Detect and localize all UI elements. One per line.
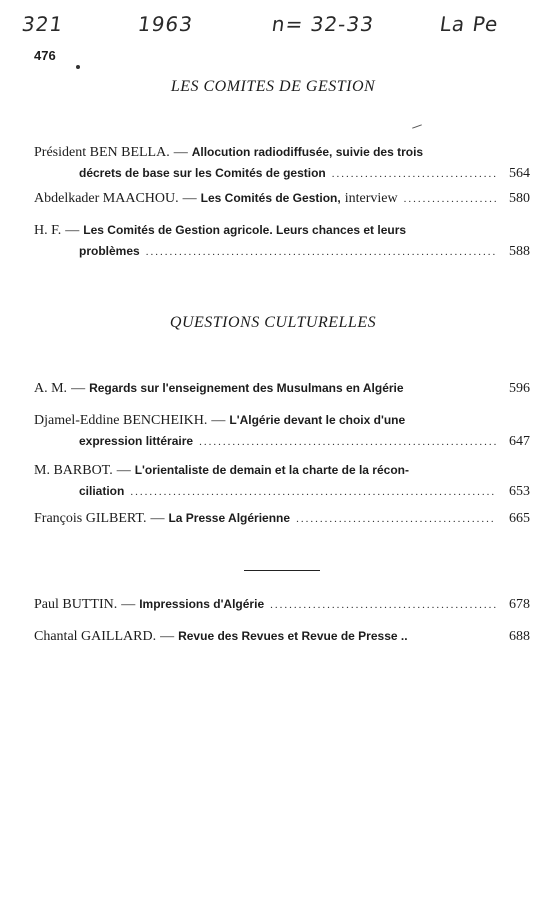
entry-title: Les Comités de Gestion agricole. Leurs chances et leurs <box>83 223 407 237</box>
entry-author: A. M. <box>34 381 68 396</box>
entry-author: François GILBERT. <box>34 511 147 526</box>
dot-leader <box>404 189 496 209</box>
ink-dot <box>76 65 80 69</box>
entry-title: Allocution radiodiffusée, suivie des trois <box>191 145 424 159</box>
pen-mark <box>412 124 422 128</box>
entry-title: La Presse Algérienne <box>168 511 291 525</box>
section-title-gestion: LES COMITES DE GESTION <box>170 78 376 95</box>
entry-author: M. BARBOT. <box>34 463 113 478</box>
toc-entry-ben-bella <box>34 142 530 184</box>
toc-entry-am <box>34 378 530 399</box>
toc-entry-barbot <box>34 460 530 502</box>
entry-dash: — <box>173 145 188 160</box>
entry-page: 665 <box>509 511 530 526</box>
entry-title-continued: problèmes <box>79 244 140 258</box>
entry-page: 678 <box>509 597 530 612</box>
entry-title: L'Algérie devant le choix d'une <box>229 413 406 427</box>
toc-entry-gilbert <box>34 508 530 529</box>
toc-entry-maachou <box>34 188 530 209</box>
entry-dash: — <box>65 223 80 238</box>
dot-leader <box>146 242 496 262</box>
section-divider <box>244 570 320 571</box>
entry-dash: — <box>116 463 131 478</box>
dot-leader <box>199 432 496 452</box>
entry-page: 653 <box>509 484 530 499</box>
dot-leader <box>130 482 496 502</box>
entry-dash: — <box>150 511 165 526</box>
entry-page: 580 <box>509 191 530 206</box>
page-number: 476 <box>34 48 56 63</box>
entry-author: Abdelkader MAACHOU. <box>34 191 179 206</box>
entry-dash: — <box>121 597 136 612</box>
entry-author: Djamel-Eddine BENCHEIKH. <box>34 413 208 428</box>
handwritten-issue: n= 32-33 <box>270 12 376 36</box>
entry-author: Président BEN BELLA. <box>34 145 170 160</box>
entry-page: 588 <box>509 244 530 259</box>
toc-entry-hf <box>34 220 530 262</box>
entry-title: Impressions d'Algérie <box>139 597 265 611</box>
dot-leader <box>296 509 496 529</box>
entry-title-continued: ciliation <box>79 484 125 498</box>
dot-leader <box>332 164 496 184</box>
entry-dash: — <box>182 191 197 206</box>
entry-subtitle: interview <box>344 191 398 206</box>
handwritten-year: 1963 <box>136 12 195 36</box>
entry-page: 596 <box>509 381 530 396</box>
entry-author: Paul BUTTIN. <box>34 597 118 612</box>
section-title-culturelles: QUESTIONS CULTURELLES <box>169 314 377 331</box>
entry-title: Les Comités de Gestion, <box>200 191 341 205</box>
entry-page: 647 <box>509 434 530 449</box>
entry-author: Chantal GAILLARD. <box>34 629 157 644</box>
entry-page: 688 <box>509 629 530 644</box>
entry-title: L'orientaliste de demain et la charte de la récon- <box>134 463 409 477</box>
entry-author: H. F. <box>34 223 62 238</box>
entry-dash: — <box>71 381 86 396</box>
entry-dash: — <box>211 413 226 428</box>
entry-title: Revue des Revues et Revue de Presse .. <box>178 629 408 643</box>
entry-dash: — <box>160 629 175 644</box>
entry-title: Regards sur l'enseignement des Musulmans en Algérie <box>89 381 404 395</box>
handwritten-ref: 321 <box>20 12 65 36</box>
entry-title-continued: expression littéraire <box>79 434 194 448</box>
dot-leader <box>270 595 496 615</box>
handwritten-source: La Pe <box>438 12 501 36</box>
toc-entry-gaillard <box>34 626 530 647</box>
toc-entry-bencheikh <box>34 410 530 452</box>
entry-page: 564 <box>509 166 530 181</box>
toc-entry-buttin <box>34 594 530 615</box>
entry-title-continued: décrets de base sur les Comités de gestion <box>79 166 326 180</box>
